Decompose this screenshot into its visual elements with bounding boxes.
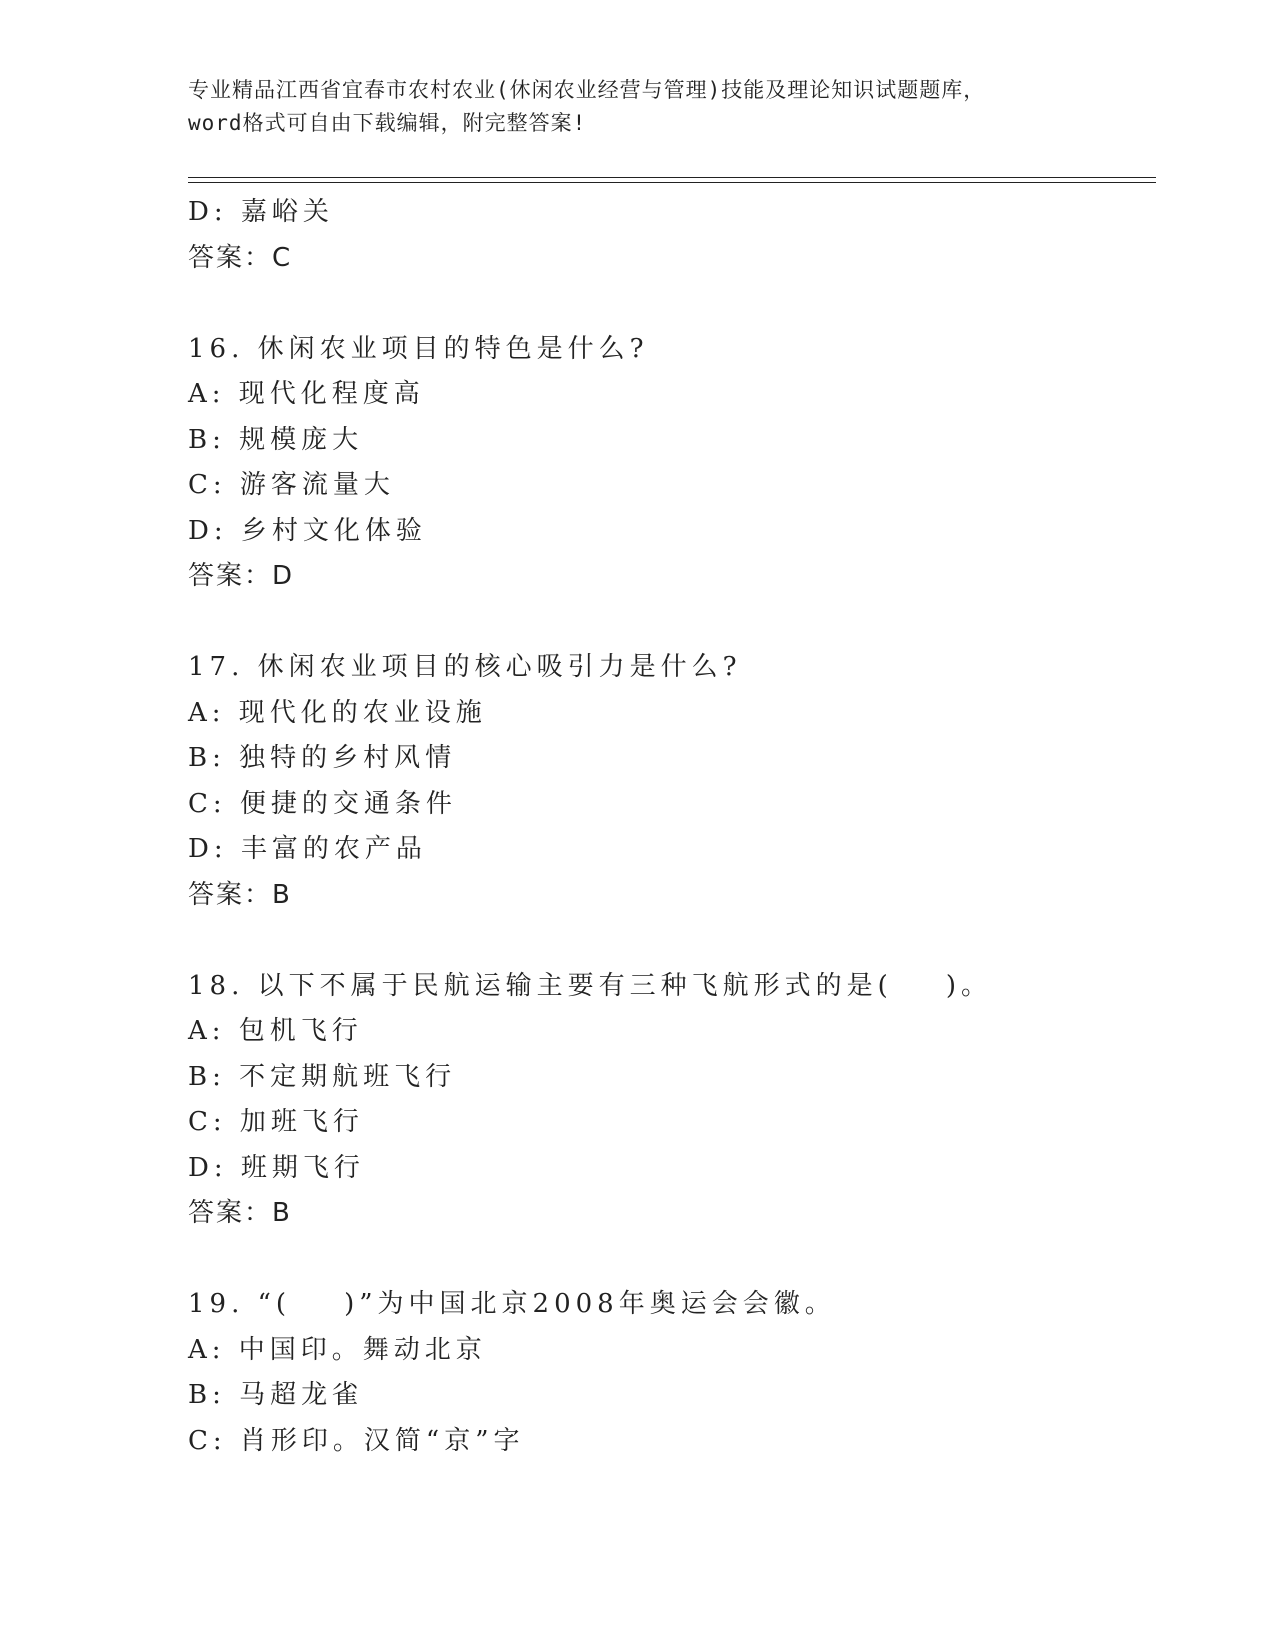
- question-17: [188, 645, 1156, 918]
- previous-question-tail: [188, 190, 1156, 281]
- option-c: C: 肖形印。汉简“京”字: [188, 1425, 525, 1456]
- option-d: D: 嘉峪关: [188, 197, 334, 227]
- question-text: 17. 休闲农业项目的核心吸引力是什么?: [188, 652, 742, 682]
- question-text: 19. “( )”为中国北京2008年奥运会会徽。: [188, 1289, 836, 1319]
- option-b: B: 独特的乡村风情: [188, 743, 457, 773]
- question-text: 18. 以下不属于民航运输主要有三种飞航形式的是( )。: [188, 970, 992, 1001]
- spacer: [188, 1237, 1156, 1283]
- spacer: [188, 600, 1156, 646]
- document-header: [188, 74, 1088, 140]
- option-a: A: 现代化程度高: [188, 379, 425, 409]
- option-a: A: 中国印。舞动北京: [188, 1334, 487, 1365]
- spacer: [188, 281, 1156, 327]
- option-d: D: 班期飞行: [188, 1152, 365, 1183]
- answer-line: 答案：B: [188, 1198, 292, 1228]
- header-title-line-1: 专业精品江西省宜春市农村农业(休闲农业经营与管理)技能及理论知识试题题库，: [188, 78, 986, 102]
- answer-line: 答案：B: [188, 879, 292, 910]
- answer-line: 答案：D: [188, 561, 295, 591]
- answer-line: 答案：C: [188, 242, 293, 273]
- option-d: D: 乡村文化体验: [188, 515, 427, 546]
- option-b: B: 马超龙雀: [188, 1380, 364, 1410]
- option-a: A: 现代化的农业设施: [188, 697, 487, 728]
- question-18: [188, 964, 1156, 1237]
- question-text: 16. 休闲农业项目的特色是什么?: [188, 333, 649, 364]
- option-b: B: 不定期航班飞行: [188, 1061, 457, 1092]
- option-d: D: 丰富的农产品: [188, 834, 427, 864]
- question-16: [188, 327, 1156, 600]
- option-a: A: 包机飞行: [188, 1016, 363, 1046]
- question-list: [188, 190, 1156, 1464]
- header-divider-bottom: [188, 182, 1156, 183]
- header-title-line-2: word格式可自由下载编辑，附完整答案!: [188, 111, 587, 135]
- option-c: C: 便捷的交通条件: [188, 788, 457, 819]
- option-c: C: 加班飞行: [188, 1107, 364, 1137]
- option-c: C: 游客流量大: [188, 470, 395, 500]
- header-divider-top: [188, 177, 1156, 178]
- spacer: [188, 918, 1156, 964]
- question-19: [188, 1282, 1156, 1464]
- option-b: B: 规模庞大: [188, 424, 364, 455]
